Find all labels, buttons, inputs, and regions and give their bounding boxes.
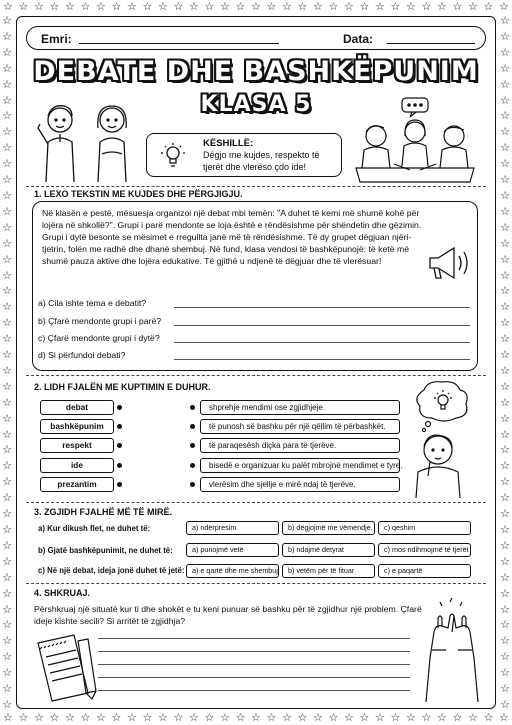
match-word[interactable]: debat (40, 400, 114, 415)
match-word[interactable]: ide (40, 458, 114, 473)
name-label: Emri: (41, 32, 72, 46)
question-c: c) Çfarë mendonte grupi i dytë? (38, 333, 160, 343)
writing-line[interactable] (98, 651, 410, 652)
writing-prompt: Përshkruaj një situatë kur ti dhe shokët e tu keni punuar së bashku për të zgjidhur një problem. Çfarë ideje kishte secili? Si arritët të zgjidhja? (34, 604, 422, 626)
tip-text: Dëgjo me kujdes, respekto të tjerët dhe vlerëso çdo ide! (203, 150, 320, 172)
grade-title: KLASA 5 (200, 92, 312, 117)
option-c-2[interactable]: b) vetëm për të fituar (282, 564, 375, 578)
match-definition[interactable]: të paraqesësh diçka para të tjerëve. (200, 438, 400, 453)
option-c-3[interactable]: c) e paqartë (378, 564, 471, 578)
top-star-border: ☆ ☆ ☆ ☆ ☆ ☆ ☆ ☆ ☆ ☆ ☆ ☆ ☆ ☆ ☆ ☆ ☆ ☆ ☆ ☆ ☆ ☆ ☆ ☆ ☆ ☆ ☆ ☆ ☆ ☆ ☆ ☆ ☆ (3, 1, 509, 13)
option-a-3[interactable]: c) qeshim (378, 521, 471, 535)
option-a-2[interactable]: b) dëgjojmë me vëmendje. (282, 521, 375, 535)
date-label: Data: (343, 32, 374, 46)
thinking-boy-illustration (398, 380, 484, 498)
match-dot-right[interactable] (190, 443, 195, 448)
writing-line[interactable] (98, 690, 410, 691)
choice-question-c: c) Në një debat, ideja jonë duhet të jetë: (38, 566, 185, 575)
group-discussion-illustration (354, 96, 476, 184)
section-divider (26, 186, 486, 187)
question-d: d) Si përfundoi debati? (38, 350, 126, 360)
match-word[interactable]: bashkëpunim (40, 419, 114, 434)
two-kids-illustration (34, 98, 140, 182)
choice-question-b: b) Gjatë bashkëpunimit, ne duhet të: (38, 546, 173, 555)
match-dot-right[interactable] (190, 463, 195, 468)
section-divider (26, 583, 486, 584)
left-star-border: ☆ ☆ ☆ ☆ ☆ ☆ ☆ ☆ ☆ ☆ ☆ ☆ ☆ ☆ ☆ ☆ ☆ ☆ ☆ ☆ ☆ ☆ ☆ ☆ ☆ ☆ ☆ ☆ ☆ ☆ ☆ ☆ ☆ ☆ ☆ ☆ ☆ ☆ ☆ ☆ ☆ ☆ ☆ ☆ (2, 15, 12, 711)
notebook-pencil-icon (34, 633, 98, 703)
date-field[interactable] (387, 43, 475, 44)
name-date-bar (26, 26, 486, 50)
choice-question-a: a) Kur dikush flet, ne duhet të: (38, 524, 151, 533)
match-dot-left[interactable] (117, 424, 122, 429)
match-definition[interactable]: shprehje mendimi ose zgjidhjeje. (200, 400, 400, 415)
answer-line-c[interactable] (174, 342, 470, 343)
question-b: b) Çfarë mendonte grupi i parë? (38, 316, 162, 326)
writing-line[interactable] (98, 664, 410, 665)
reading-passage: Në klasën e pestë, mësuesja organizoi një debat mbi temën: "A duhet të kemi më shumë kohë për lojëra në shkollë?". Grupi i parë mendonte se loja është e rëndësishme për shëndetin dhe gëzimin. Grupi i dytë besonte se mësimet e rregullta janë më të rëndësishme. Të dy grupet dëgjuan njëri-tjetrin, folën me radhë dhe dhanë shembuj. Në fund, klasa vendosi të bashkëpunojë: të ketë më shumë pauza aktive dhe lojëra edukative. Të gjithë u ndjenë të dëgjuar dhe të vlerësuar! (42, 208, 422, 266)
option-b-3[interactable]: c) mos ndihmojmë të tjerët (378, 543, 471, 557)
match-dot-right[interactable] (190, 424, 195, 429)
match-definition[interactable]: bisedë e organizuar ku palët mbrojnë mendimet e tyre. (200, 458, 400, 473)
answer-line-b[interactable] (174, 325, 470, 326)
question-a: a) Cila ishte tema e debatit? (38, 298, 147, 308)
answer-line-a[interactable] (174, 307, 470, 308)
match-word[interactable]: respekt (40, 438, 114, 453)
section-3-title: 3. ZGJIDH FJALНЁ MË TË MIRË. (34, 507, 173, 517)
match-definition[interactable]: vlerësim dhe sjellje e mirë ndaj të tjerëve. (200, 477, 400, 492)
megaphone-icon (424, 242, 474, 282)
option-a-1[interactable]: a) ndërpresim (186, 521, 279, 535)
section-2-title: 2. LIDH FJALËN ME KUPTIMIN E DUHUR. (34, 382, 211, 392)
bottom-star-border: ☆ ☆ ☆ ☆ ☆ ☆ ☆ ☆ ☆ ☆ ☆ ☆ ☆ ☆ ☆ ☆ ☆ ☆ ☆ ☆ ☆ ☆ ☆ ☆ ☆ ☆ ☆ ☆ ☆ ☆ ☆ ☆ ☆ (3, 712, 509, 724)
match-dot-right[interactable] (190, 405, 195, 410)
right-star-border: ☆ ☆ ☆ ☆ ☆ ☆ ☆ ☆ ☆ ☆ ☆ ☆ ☆ ☆ ☆ ☆ ☆ ☆ ☆ ☆ ☆ ☆ ☆ ☆ ☆ ☆ ☆ ☆ ☆ ☆ ☆ ☆ ☆ ☆ ☆ ☆ ☆ ☆ ☆ ☆ ☆ ☆ ☆ ☆ (500, 15, 510, 711)
match-dot-left[interactable] (117, 482, 122, 487)
tip-heading: KËSHILLË: (203, 138, 254, 149)
high-five-hands-icon (416, 598, 488, 702)
tip-box (146, 133, 342, 177)
writing-line[interactable] (98, 677, 410, 678)
match-definition[interactable]: të punosh së bashku për një qëllim të përbashkët. (200, 419, 400, 434)
match-word[interactable]: prezantim (40, 477, 114, 492)
option-b-1[interactable]: a) punojmë vetë (186, 543, 279, 557)
option-c-1[interactable]: a) e qartë dhe me shembuj (186, 564, 279, 578)
section-divider (26, 502, 486, 503)
answer-line-d[interactable] (174, 359, 470, 360)
lightbulb-icon (161, 142, 185, 170)
worksheet-title: DEBATE DHE BASHKËPUNIM (33, 56, 479, 87)
section-1-title: 1. LEXO TEKSTIN ME KUJDES DHE PËRGJIGJU. (34, 189, 243, 199)
match-dot-right[interactable] (190, 482, 195, 487)
writing-line[interactable] (98, 638, 410, 639)
option-b-2[interactable]: b) ndajmë detyrat (282, 543, 375, 557)
match-dot-left[interactable] (117, 463, 122, 468)
name-field[interactable] (79, 43, 279, 44)
section-4-title: 4. SHKRUAJ. (34, 588, 91, 598)
section-divider (26, 375, 486, 376)
match-dot-left[interactable] (117, 405, 122, 410)
match-dot-left[interactable] (117, 443, 122, 448)
